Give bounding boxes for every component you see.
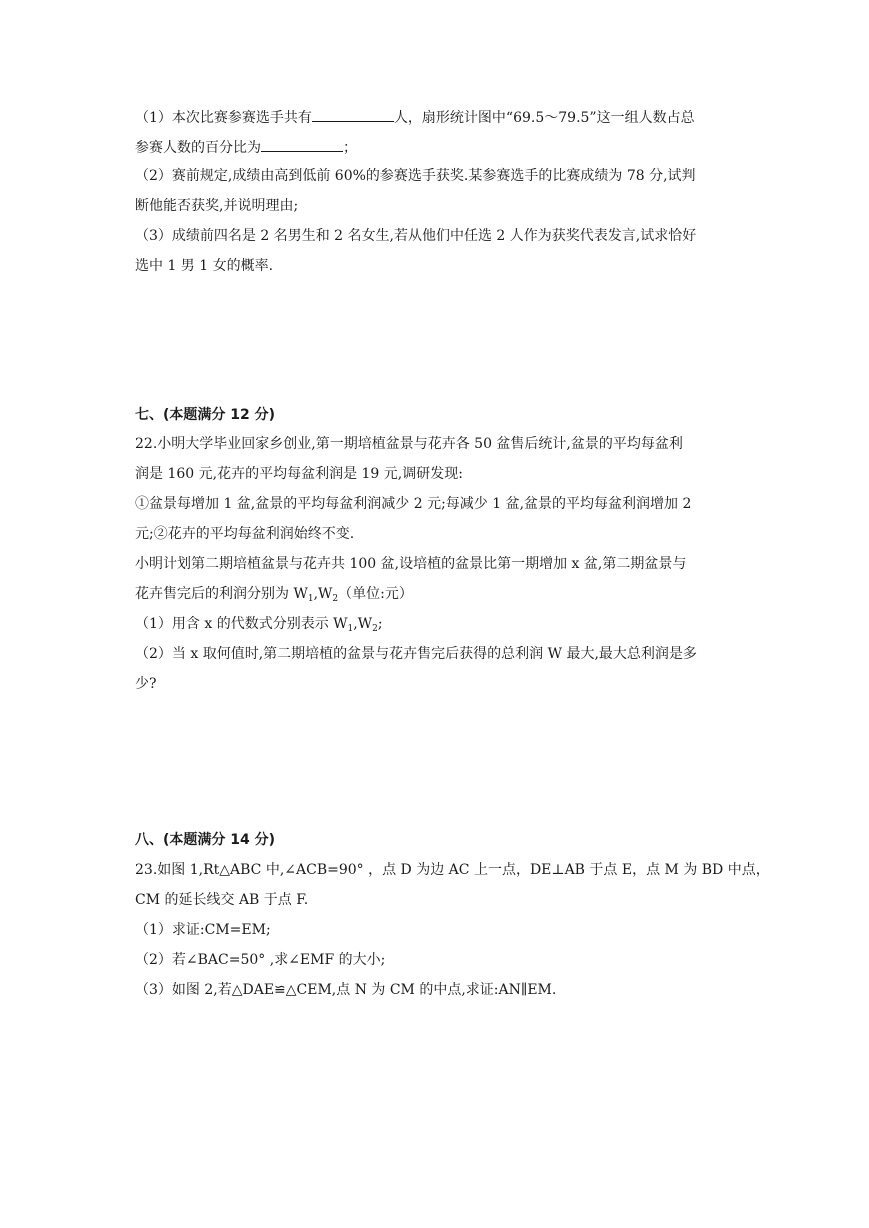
- answer-blank-count[interactable]: [312, 105, 394, 122]
- q23-line2: CM 的延长线交 AB 于点 F.: [135, 892, 309, 908]
- q23-line1: 23.如图 1,Rt△ABC 中,∠ACB=90° ，点 D 为边 AC 上一点，DE⊥AB 于点 E，点 M 为 BD 中点，: [135, 862, 770, 878]
- q21-part1-text-d: ；: [343, 140, 357, 156]
- q21-part1-text-b: 人，扇形统计图中“69.5～79.5”这一组人数占总: [393, 110, 695, 126]
- q21-part1-line2: [135, 135, 357, 155]
- w2-subscript: 2: [332, 594, 339, 604]
- q22-part1-b: ,W: [353, 616, 373, 632]
- q21-part2-line1: （2）赛前规定,成绩由高到低前 60%的参赛选手获奖.某参赛选手的比赛成绩为 78 分,试判: [135, 168, 696, 184]
- q23-part2: （2）若∠BAC=50° ,求∠EMF 的大小;: [135, 952, 386, 968]
- q22-line5: 小明计划第二期培植盆景与花卉共 100 盆,设培植的盆景比第一期增加 x 盆,第二期盆景与: [135, 556, 687, 572]
- q22-line6-c: （单位:元）: [338, 586, 413, 602]
- w1-subscript: 1: [307, 594, 314, 604]
- section8-heading: 八、(本题满分 14 分): [135, 832, 276, 848]
- q22-line6: [135, 584, 413, 604]
- q22-line2: 润是 160 元,花卉的平均每盆利润是 19 元,调研发现:: [135, 466, 463, 482]
- q23-part3: （3）如图 2,若△DAE≌△CEM,点 N 为 CM 的中点,求证:AN∥EM.: [135, 982, 557, 998]
- answer-blank-percent[interactable]: [261, 135, 343, 152]
- q22-part2-line2: 少?: [135, 676, 157, 692]
- q23-part1: （1）求证:CM=EM;: [135, 922, 271, 938]
- section7-heading: 七、(本题满分 12 分): [135, 407, 276, 423]
- q21-part1-line1: [135, 105, 695, 125]
- q22-part2-line1: （2）当 x 取何值时,第二期培植的盆景与花卉售完后获得的总利润 W 最大,最大总利润是多: [135, 646, 697, 662]
- q22-part1-a: （1）用含 x 的代数式分别表示 W: [135, 616, 348, 632]
- q22-line1: 22.小明大学毕业回家乡创业,第一期培植盆景与花卉各 50 盆售后统计,盆景的平均每盆利: [135, 436, 683, 452]
- q21-part1-text-c: 参赛人数的百分比为: [135, 140, 261, 156]
- q22-part1-c: ;: [377, 616, 383, 632]
- q22-part1: [135, 614, 383, 634]
- w2-subscript: 2: [372, 624, 378, 634]
- q21-part2-line2: 断他能否获奖,并说明理由;: [135, 198, 299, 214]
- q22-line6-a: 花卉售完后的利润分别为 W: [135, 586, 308, 602]
- q22-line3: ①盆景每增加 1 盆,盆景的平均每盆利润减少 2 元;每减少 1 盆,盆景的平均每盆利润增加 2: [135, 496, 692, 512]
- q22-line4: 元;②花卉的平均每盆利润始终不变.: [135, 526, 355, 542]
- q21-part1-text-a: （1）本次比赛参赛选手共有: [135, 110, 312, 126]
- w1-subscript: 1: [347, 624, 354, 634]
- q21-part3-line2: 选中 1 男 1 女的概率.: [135, 258, 274, 274]
- q21-part3-line1: （3）成绩前四名是 2 名男生和 2 名女生,若从他们中任选 2 人作为获奖代表发言,试求恰好: [135, 228, 697, 244]
- q22-line6-b: ,W: [313, 586, 333, 602]
